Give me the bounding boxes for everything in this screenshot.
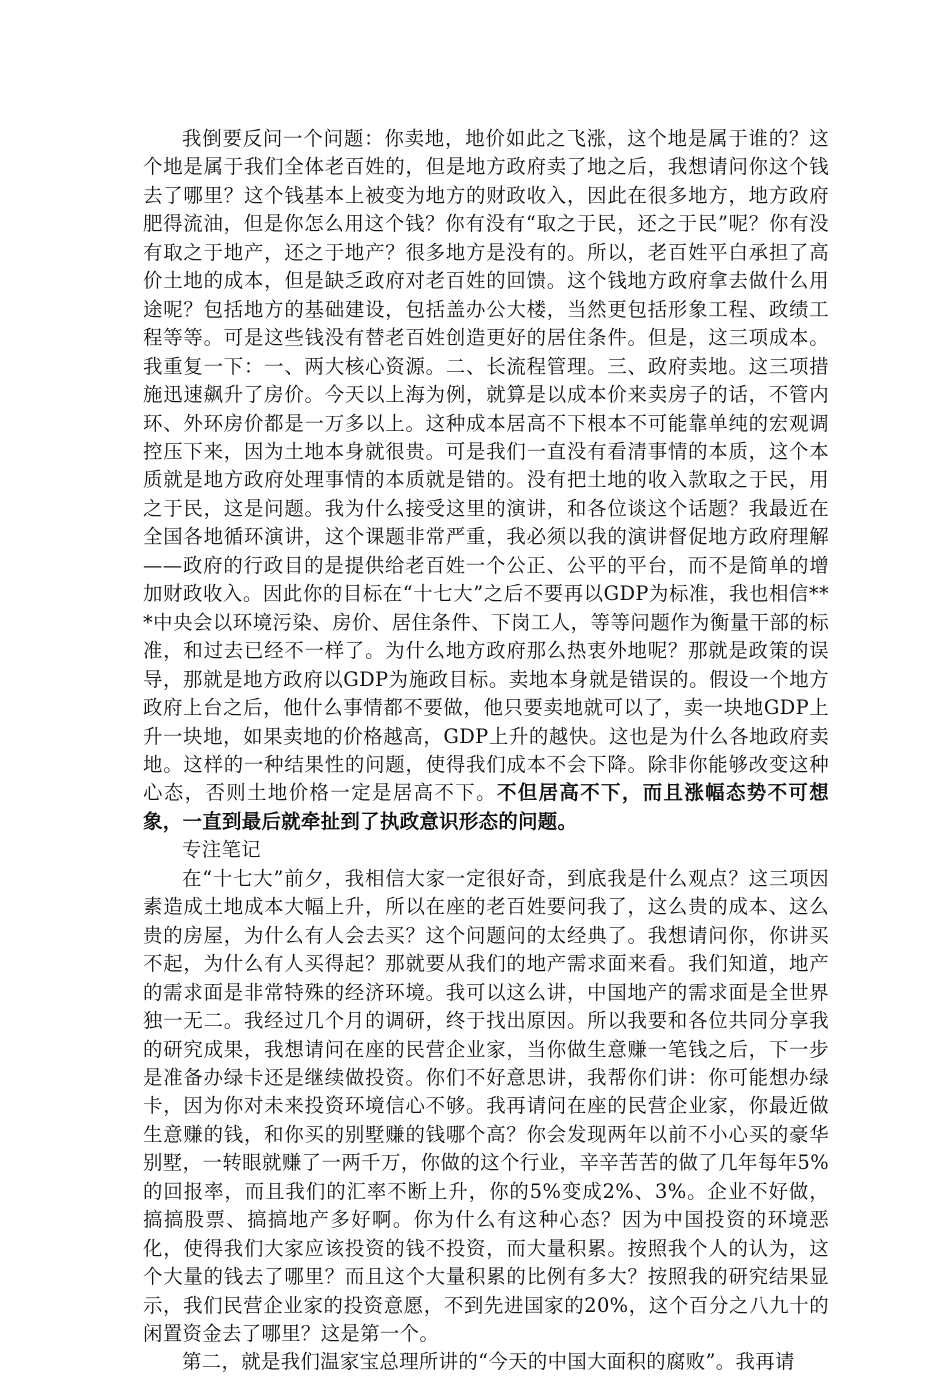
paragraph-land-revenue-text: 我倒要反问一个问题：你卖地，地价如此之飞涨，这个地是属于谁的？这个地是属于我们全体老百姓的，但是地方政府卖了地之后，我想请问你这个钱去了哪里？这个钱基本上被变为地方的财政收入，因此在很多地方，地方政府肥得流油，但是你怎么用这个钱？你有没有“取之于民，还之于民”呢？你有没有取之于地产，还之于地产？很多地方是没有的。所以，老百姓平白承担了高价土地的成本，但是缺乏政府对老百姓的回馈。这个钱地方政府拿去做什么用途呢？包括地方的基础建设，包括盖办公大楼，当然更包括形象工程、政绩工程等等。可是这些钱没有替老百姓创造更好的居住条件。但是，这三项成本。我重复一下：一、两大核心资源。二、长流程管理。三、政府卖地。这三项措施迅速飙升了房价。今天以上海为例，就算是以成本价来卖房子的话，不管内环、外环房价都是一万多以上。这种成本居高不下根本不可能靠单纯的宏观调控压下来，因为土地本身就很贵。可是我们一直没有看清事情的本质，这个本质就是地方政府处理事情的本质就是错的。没有把土地的收入款取之于民，用之于民，这是问题。我为什么接受这里的演讲，和各位谈这个话题？我最近在全国各地循环演讲，这个课题非常严重，我必须以我的演讲督促地方政府理解——政府的行政目的是提供给老百姓一个公正、公平的平台，而不是简单的增加财政收入。因此你的目标在“十七大”之后不要再以GDP为标准，我也相信***中央会以环境污染、房价、居住条件、下岗工人，等等问题作为衡量干部的标准，和过去已经不一样了。为什么地方政府那么热衷外地呢？那就是政策的误导，那就是地方政府以GDP为施政目标。卖地本身就是错误的。假设一个地方政府上台之后，他什么事情都不要做，他只要卖地就可以了，卖一块地GDP上升一块地，如果卖地的价格越高，GDP上升的越快。这也是为什么各地政府卖地。这样的一种结果性的问题，使得我们成本不会下降。除非你能够改变这种心态，否则土地价格一定是居高不下。 [143,127,829,805]
paragraph-land-revenue-bold-text: 不但居高不下，而且涨幅态势不可想象，一直到最后就牵扯到了执政意识形态的问题。 [143,781,829,833]
section-heading: 专注笔记 [182,838,261,862]
paragraph-land-revenue [143,125,829,836]
document-body [143,125,829,1377]
paragraph-second-point: 第二，就是我们温家宝总理所讲的“今天的中国大面积的腐败”。我再请 [182,1350,795,1374]
paragraph-demand-side: 在“十七大”前夕，我相信大家一定很好奇，到底我是什么观点？这三项因素造成土地成本大幅上升，所以在座的老百姓要问我了，这么贵的成本、这么贵的房屋，为什么有人会去买？这个问题问的太经典了。我想请问你，你讲买不起，为什么有人买得起？那就要从我们的地产需求面来看。我们知道，地产的需求面是非常特殊的经济环境。我可以这么讲，中国地产的需求面是全世界独一无二。我经过几个月的调研，终于找出原因。所以我要和各位共同分享我的研究成果，我想请问在座的民营企业家，当你做生意赚一笔钱之后，下一步是准备办绿卡还是继续做投资。你们不好意思讲，我帮你们讲：你可能想办绿卡，因为你对未来投资环境信心不够。我再请问在座的民营企业家，你最近做生意赚的钱，和你买的别墅赚的钱哪个高？你会发现两年以前不小心买的豪华别墅，一转眼就赚了一两千万，你做的这个行业，辛辛苦苦的做了几年每年5%的回报率，而且我们的汇率不断上升，你的5%变成2%、3%。企业不好做，搞搞股票、搞搞地产多好啊。你为什么有这种心态？因为中国投资的环境恶化，使得我们大家应该投资的钱不投资，而大量积累。按照我个人的认为，这个大量的钱去了哪里？而且这个大量积累的比例有多大？按照我的研究结果显示，我们民营企业家的投资意愿，不到先进国家的20%，这个百分之八九十的闲置资金去了哪里？这是第一个。 [143,866,829,1346]
